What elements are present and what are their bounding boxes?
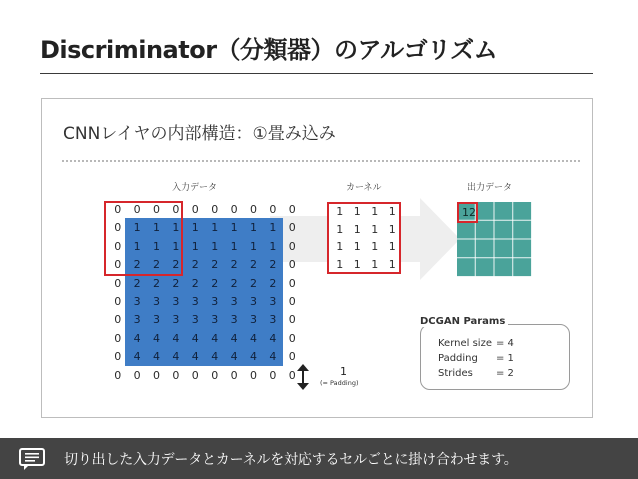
- input-cell: 1: [133, 239, 141, 253]
- input-cell: 2: [172, 258, 180, 272]
- input-cell: 0: [172, 368, 180, 382]
- kernel-cell: 1: [336, 240, 344, 253]
- kernel-cell: 1: [353, 205, 361, 218]
- input-cell: 1: [211, 239, 219, 253]
- input-cell: 0: [114, 239, 122, 253]
- kernel-cell: 1: [388, 257, 396, 271]
- input-cell: 1: [152, 221, 160, 235]
- input-cell: 3: [172, 295, 180, 308]
- input-cell: 2: [172, 276, 180, 290]
- input-cell: 0: [114, 295, 122, 308]
- input-cell: 4: [191, 350, 199, 364]
- input-cell: 2: [211, 276, 219, 290]
- params-title: DCGAN Params: [417, 316, 508, 327]
- input-cell: 3: [230, 295, 238, 308]
- input-cell: 0: [114, 258, 122, 272]
- input-cell: 2: [269, 276, 277, 290]
- param-value: = 4: [496, 338, 514, 349]
- input-cell: 3: [269, 295, 277, 308]
- input-cell: 3: [191, 313, 199, 327]
- kernel-cell: 1: [388, 240, 396, 253]
- input-cell: 0: [288, 203, 296, 216]
- output-first-value: 12: [462, 206, 476, 219]
- comment-icon: [18, 447, 46, 471]
- param-value: = 1: [496, 353, 514, 364]
- input-cell: 3: [152, 313, 160, 327]
- input-cell: 2: [152, 258, 160, 272]
- kernel-cell: 1: [336, 205, 344, 218]
- kernel-cell: 1: [353, 257, 361, 271]
- input-cell: 3: [249, 295, 257, 308]
- input-cell: 2: [269, 258, 277, 272]
- input-cell: 3: [133, 313, 141, 327]
- input-cell: 2: [211, 258, 219, 272]
- input-cell: 0: [230, 203, 238, 216]
- input-cell: 0: [114, 221, 122, 235]
- input-label: 入力データ: [172, 183, 218, 193]
- input-cell: 3: [249, 313, 257, 327]
- kernel-cell: 1: [336, 257, 344, 271]
- input-cell: 0: [114, 203, 122, 216]
- input-cell: 1: [249, 239, 257, 253]
- input-cell: 0: [288, 331, 296, 345]
- kernel-cell: 1: [371, 257, 379, 271]
- input-cell: 2: [133, 276, 141, 290]
- param-value: = 2: [496, 368, 514, 379]
- input-cell: 0: [152, 203, 160, 216]
- input-cell: 1: [249, 221, 257, 235]
- input-cell: 1: [133, 221, 141, 235]
- input-cell: 0: [288, 221, 296, 235]
- input-cell: 3: [211, 313, 219, 327]
- input-cell: 4: [152, 331, 160, 345]
- input-cell: 0: [288, 350, 296, 364]
- kernel-cell: 1: [371, 222, 379, 236]
- input-cell: 2: [133, 258, 141, 272]
- output-label: 出力データ: [467, 183, 513, 193]
- input-cell: 4: [211, 350, 219, 364]
- kernel-cell: 1: [371, 205, 379, 218]
- input-cell: 1: [230, 221, 238, 235]
- input-cell: 0: [288, 295, 296, 308]
- kernel-cell: 1: [336, 222, 344, 236]
- param-kernel-size: [438, 338, 514, 349]
- input-cell: 4: [269, 350, 277, 364]
- section-title: CNNレイヤの内部構造：①畳み込み: [63, 124, 336, 144]
- input-cell: 0: [288, 313, 296, 327]
- kernel-label: カーネル: [346, 183, 382, 193]
- input-cell: 0: [288, 276, 296, 290]
- input-cell: 1: [152, 239, 160, 253]
- input-cell: 0: [114, 368, 122, 382]
- param-label: Strides: [438, 368, 473, 379]
- input-cell: 4: [249, 350, 257, 364]
- kernel-cell: 1: [353, 240, 361, 253]
- kernel-cell: 1: [371, 240, 379, 253]
- slide-title: Discriminator（分類器）のアルゴリズム: [40, 36, 498, 64]
- receptive-field-highlight: [104, 201, 183, 276]
- input-cell: 1: [172, 239, 180, 253]
- input-cell: 0: [152, 368, 160, 382]
- footer-caption: 切り出した入力データとカーネルを対応するセルごとに掛け合わせます。: [64, 452, 518, 468]
- input-cell: 0: [211, 368, 219, 382]
- input-cell: 0: [172, 203, 180, 216]
- input-cell: 4: [269, 331, 277, 345]
- input-cell: 2: [152, 276, 160, 290]
- input-cell: 0: [288, 368, 296, 382]
- padding-caption: (= Padding): [320, 379, 359, 387]
- input-cell: 0: [114, 276, 122, 290]
- input-cell: 4: [172, 331, 180, 345]
- input-cell: 1: [191, 221, 199, 235]
- input-cell: 0: [269, 368, 277, 382]
- section-divider: [62, 160, 580, 162]
- input-cell: 0: [249, 368, 257, 382]
- input-cell: 3: [152, 295, 160, 308]
- kernel-cell: 1: [353, 222, 361, 236]
- input-cell: 0: [191, 368, 199, 382]
- input-cell: 4: [230, 331, 238, 345]
- input-cell: 0: [133, 203, 141, 216]
- input-cell: 2: [230, 258, 238, 272]
- input-cell: 0: [114, 331, 122, 345]
- input-cell: 4: [230, 350, 238, 364]
- padding-value: 1: [340, 365, 347, 378]
- param-label: Kernel size: [438, 338, 492, 349]
- input-cell: 4: [249, 331, 257, 345]
- param-padding: [438, 353, 514, 364]
- input-cell: 4: [152, 350, 160, 364]
- input-cell: 4: [211, 331, 219, 345]
- input-cell: 4: [191, 331, 199, 345]
- input-cell: 1: [269, 239, 277, 253]
- kernel-cell: 1: [388, 205, 396, 218]
- input-cell: 0: [288, 239, 296, 253]
- input-cell: 3: [230, 313, 238, 327]
- input-cell: 2: [249, 258, 257, 272]
- input-cell: 1: [172, 221, 180, 235]
- kernel-highlight: [327, 202, 401, 274]
- input-cell: 2: [230, 276, 238, 290]
- input-cell: 0: [249, 203, 257, 216]
- input-cell: 0: [269, 203, 277, 216]
- input-cell: 4: [172, 350, 180, 364]
- input-cell: 3: [133, 295, 141, 308]
- input-cell: 4: [133, 331, 141, 345]
- input-cell: 0: [133, 368, 141, 382]
- input-cell: 0: [230, 368, 238, 382]
- input-cell: 4: [133, 350, 141, 364]
- input-cell: 1: [230, 239, 238, 253]
- input-cell: 2: [249, 276, 257, 290]
- input-cell: 3: [211, 295, 219, 308]
- input-cell: 2: [191, 258, 199, 272]
- param-strides: [438, 368, 514, 379]
- input-cell: 1: [191, 239, 199, 253]
- kernel-cell: 1: [388, 222, 396, 236]
- param-label: Padding: [438, 353, 478, 364]
- input-cell: 0: [114, 313, 122, 327]
- input-cell: 3: [191, 295, 199, 308]
- input-cell: 1: [211, 221, 219, 235]
- title-divider: [40, 73, 593, 74]
- input-cell: 0: [191, 203, 199, 216]
- input-cell: 3: [269, 313, 277, 327]
- input-cell: 0: [114, 350, 122, 364]
- input-cell: 0: [288, 258, 296, 272]
- output-cell-highlight: [457, 202, 478, 223]
- input-cell: 3: [172, 313, 180, 327]
- input-cell: 0: [211, 203, 219, 216]
- padding-arrow-icon: [296, 364, 310, 390]
- input-cell: 2: [191, 276, 199, 290]
- input-cell: 1: [269, 221, 277, 235]
